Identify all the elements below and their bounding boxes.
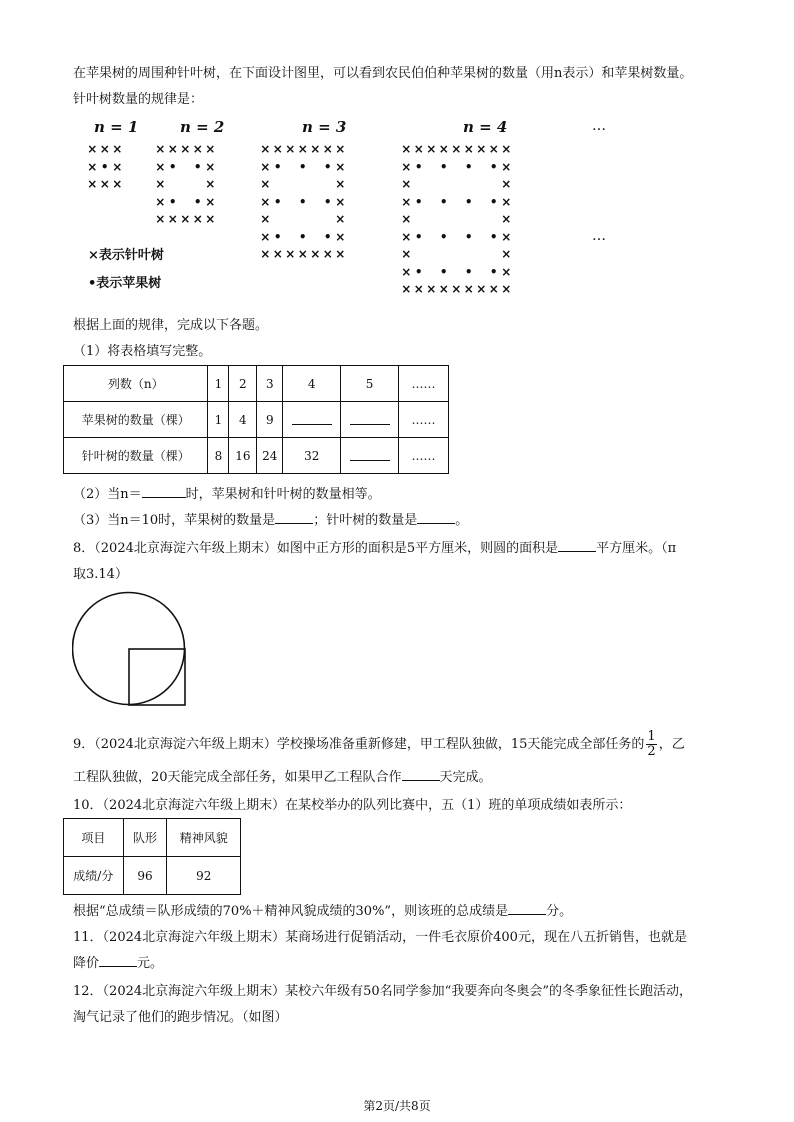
empty-cell: [179, 176, 192, 194]
conifer-mark: ×: [205, 194, 216, 209]
problem-8-blank[interactable]: [558, 538, 596, 552]
empty-cell: [297, 176, 310, 194]
problem-9-line-1: [73, 730, 685, 759]
empty-cell: [475, 194, 488, 212]
empty-cell: [425, 159, 438, 177]
apple-mark: •: [439, 229, 448, 244]
conifer-mark: ×: [87, 177, 98, 191]
table-cell: 1: [208, 366, 229, 402]
pattern-row: [259, 159, 347, 177]
pattern-table: [63, 365, 449, 474]
question-3-blank-conifer[interactable]: [417, 510, 455, 524]
conifer-mark: ×: [297, 247, 308, 261]
question-2-text-b: 时，苹果树和针叶树的数量相等。: [185, 487, 381, 502]
problem-9-blank[interactable]: [402, 767, 440, 781]
apple-mark: •: [193, 159, 202, 174]
apple-mark: •: [414, 229, 423, 244]
apple-mark: •: [298, 194, 307, 209]
conifer-mark: ×: [87, 142, 98, 156]
conifer-mark: ×: [167, 212, 178, 226]
problem-9-text-b: ，乙: [658, 737, 685, 752]
apple-mark: •: [273, 159, 282, 174]
question-3: [73, 509, 468, 528]
intro-line-2: 针叶树数量的规律是：: [73, 92, 204, 107]
conifer-mark: ×: [488, 282, 499, 296]
question-3-blank-apple[interactable]: [275, 510, 313, 524]
empty-cell: [284, 176, 297, 194]
conifer-mark: ×: [112, 177, 123, 191]
table-cell[interactable]: [283, 402, 341, 438]
empty-cell: [272, 176, 285, 194]
conifer-mark: ×: [335, 194, 346, 209]
conifer-mark: ×: [335, 142, 346, 156]
apple-mark: •: [489, 159, 498, 174]
problem-11-text-b: 元。: [137, 956, 164, 971]
problem-12-line-2: 淘气记录了他们的跑步情况。（如图）: [73, 1010, 288, 1025]
empty-cell: [475, 246, 488, 264]
pattern-label-n1: n = 1: [94, 118, 139, 136]
pattern-row: [400, 281, 513, 299]
table-cell: 苹果树的数量（棵）: [64, 402, 208, 438]
conifer-mark: ×: [501, 142, 512, 156]
empty-cell: [309, 229, 322, 247]
conifer-mark: ×: [192, 142, 203, 156]
empty-cell: [284, 211, 297, 229]
table-cell: 5: [341, 366, 399, 402]
pattern-row: [154, 211, 217, 229]
conifer-mark: ×: [335, 212, 346, 226]
conifer-mark: ×: [401, 177, 412, 191]
conifer-mark: ×: [488, 142, 499, 156]
empty-cell: [413, 246, 426, 264]
apple-mark: •: [439, 194, 448, 209]
conifer-mark: ×: [167, 142, 178, 156]
table-blank[interactable]: [350, 411, 390, 425]
pattern-row: [86, 141, 124, 159]
empty-cell: [322, 211, 335, 229]
empty-cell: [450, 229, 463, 247]
empty-cell: [488, 211, 501, 229]
conifer-mark: ×: [413, 282, 424, 296]
apple-mark: •: [298, 159, 307, 174]
empty-cell: [309, 159, 322, 177]
table-row: [64, 857, 241, 895]
problem-10-blank[interactable]: [508, 901, 546, 915]
question-3-text-a: （3）当n＝10时，苹果树的数量是: [73, 513, 276, 528]
empty-cell: [488, 176, 501, 194]
conifer-mark: ×: [155, 142, 166, 156]
conifer-mark: ×: [99, 177, 110, 191]
conifer-mark: ×: [285, 142, 296, 156]
empty-cell: [425, 194, 438, 212]
conifer-mark: ×: [401, 212, 412, 226]
pattern-row: [154, 159, 217, 177]
table-cell: 3: [257, 366, 283, 402]
conifer-mark: ×: [501, 212, 512, 226]
question-2-blank[interactable]: [142, 484, 186, 498]
table-cell: ……: [399, 366, 449, 402]
empty-cell: [425, 246, 438, 264]
empty-cell: [438, 211, 451, 229]
pattern-grid-n3: [259, 141, 347, 264]
conifer-mark: ×: [192, 212, 203, 226]
legend-dot: •表示苹果树: [88, 276, 162, 291]
apple-mark: •: [323, 229, 332, 244]
table-row: [64, 819, 241, 857]
question-intro: 根据上面的规律，完成以下各题。: [73, 318, 269, 333]
conifer-mark: ×: [272, 247, 283, 261]
empty-cell: [450, 264, 463, 282]
pattern-row: [86, 159, 124, 177]
conifer-mark: ×: [180, 212, 191, 226]
empty-cell: [488, 246, 501, 264]
conifer-mark: ×: [310, 247, 321, 261]
apple-mark: •: [414, 159, 423, 174]
question-3-text-c: 。: [455, 513, 469, 528]
empty-cell: [284, 159, 297, 177]
conifer-mark: ×: [401, 142, 412, 156]
conifer-mark: ×: [297, 142, 308, 156]
pattern-row: [400, 141, 513, 159]
conifer-mark: ×: [260, 229, 271, 244]
problem-11-line-1: 11．（2024北京海淀六年级上期末）某商场进行促销活动，一件毛衣原价400元，现在八五折销售，也就是: [73, 930, 687, 945]
conifer-mark: ×: [205, 212, 216, 226]
conifer-mark: ×: [87, 159, 98, 174]
empty-cell: [450, 211, 463, 229]
fraction-numerator: 1: [647, 729, 656, 744]
conifer-mark: ×: [112, 159, 123, 174]
pattern-row: [259, 141, 347, 159]
table-cell: 1: [208, 402, 229, 438]
table-cell: 4: [229, 402, 257, 438]
legend-cross: ×表示针叶树: [88, 248, 164, 263]
problem-11-line-2: [73, 952, 163, 971]
table-cell[interactable]: [341, 438, 399, 474]
pattern-row: [259, 229, 347, 247]
empty-cell: [475, 229, 488, 247]
apple-mark: •: [298, 229, 307, 244]
empty-cell: [450, 159, 463, 177]
pattern-ellipsis-top: …: [592, 118, 606, 134]
conifer-mark: ×: [180, 142, 191, 156]
conifer-mark: ×: [501, 159, 512, 174]
conifer-mark: ×: [401, 194, 412, 209]
conifer-mark: ×: [155, 212, 166, 226]
conifer-mark: ×: [476, 282, 487, 296]
conifer-mark: ×: [476, 142, 487, 156]
table-cell: 2: [229, 366, 257, 402]
problem-9-text-d: 天完成。: [439, 770, 492, 785]
pattern-ellipsis-mid: …: [592, 228, 606, 244]
table-cell: 8: [208, 438, 229, 474]
conifer-mark: ×: [401, 282, 412, 296]
question-2: [73, 483, 381, 502]
conifer-mark: ×: [99, 142, 110, 156]
pattern-grid-n4: [400, 141, 513, 299]
conifer-mark: ×: [335, 177, 346, 191]
empty-cell: [179, 159, 192, 177]
conifer-mark: ×: [501, 264, 512, 279]
empty-cell: [425, 176, 438, 194]
problem-8-text-a: 8．（2024北京海淀六年级上期末）如图中正方形的面积是5平方厘米，则圆的面积是: [73, 541, 559, 556]
conifer-mark: ×: [260, 142, 271, 156]
conifer-mark: ×: [401, 264, 412, 279]
conifer-mark: ×: [426, 282, 437, 296]
apple-mark: •: [489, 194, 498, 209]
table-cell: 16: [229, 438, 257, 474]
problem-9-line-2: [73, 766, 492, 785]
conifer-mark: ×: [260, 212, 271, 226]
table-cell: 96: [123, 857, 167, 895]
conifer-mark: ×: [260, 177, 271, 191]
problem-9-text-c: 工程队独做，20天能完成全部任务，如果甲乙工程队合作: [73, 770, 402, 785]
empty-cell: [297, 211, 310, 229]
conifer-mark: ×: [322, 142, 333, 156]
conifer-mark: ×: [451, 282, 462, 296]
empty-cell: [425, 211, 438, 229]
empty-cell: [475, 176, 488, 194]
table-cell: 24: [257, 438, 283, 474]
empty-cell: [322, 176, 335, 194]
empty-cell: [413, 176, 426, 194]
conifer-mark: ×: [335, 247, 346, 261]
conifer-mark: ×: [438, 282, 449, 296]
page-footer: 第2页/共8页: [363, 1099, 431, 1113]
table-row: [64, 402, 449, 438]
conifer-mark: ×: [260, 194, 271, 209]
table-cell: 成绩/分: [64, 857, 124, 895]
conifer-mark: ×: [401, 159, 412, 174]
problem-8-line-1: [73, 537, 676, 556]
empty-cell: [463, 211, 476, 229]
conifer-mark: ×: [260, 247, 271, 261]
apple-mark: •: [489, 264, 498, 279]
table-cell: 针叶树的数量（棵）: [64, 438, 208, 474]
table-cell: 32: [283, 438, 341, 474]
empty-cell: [425, 229, 438, 247]
circle-square-figure: [72, 590, 192, 710]
conifer-mark: ×: [501, 194, 512, 209]
pattern-grid-n1: [86, 141, 124, 194]
conifer-mark: ×: [335, 229, 346, 244]
empty-cell: [475, 211, 488, 229]
table-cell[interactable]: [341, 402, 399, 438]
apple-mark: •: [273, 194, 282, 209]
pattern-row: [154, 141, 217, 159]
table-row: [64, 438, 449, 474]
problem-10-line-1: 10．（2024北京海淀六年级上期末）在某校举办的队列比赛中，五（1）班的单项成绩如表所示：: [73, 798, 632, 813]
conifer-mark: ×: [155, 159, 166, 174]
problem-12-line-1: 12．（2024北京海淀六年级上期末）某校六年级有50名同学参加“我要奔向冬奥会”的冬季象征性长跑活动，: [73, 984, 692, 999]
conifer-mark: ×: [272, 142, 283, 156]
empty-cell: [475, 264, 488, 282]
empty-cell: [463, 176, 476, 194]
apple-mark: •: [323, 159, 332, 174]
table-cell: ……: [399, 438, 449, 474]
table-cell: 精神风貌: [167, 819, 241, 857]
apple-mark: •: [464, 194, 473, 209]
pattern-row: [259, 246, 347, 264]
conifer-mark: ×: [205, 159, 216, 174]
pattern-label-n3: n = 3: [302, 118, 347, 136]
conifer-mark: ×: [205, 177, 216, 191]
apple-mark: •: [489, 229, 498, 244]
table-blank[interactable]: [292, 411, 332, 425]
conifer-mark: ×: [451, 142, 462, 156]
empty-cell: [309, 194, 322, 212]
table-cell: 9: [257, 402, 283, 438]
apple-mark: •: [464, 264, 473, 279]
table-cell: ……: [399, 402, 449, 438]
empty-cell: [192, 176, 205, 194]
empty-cell: [438, 246, 451, 264]
conifer-mark: ×: [335, 159, 346, 174]
empty-cell: [438, 176, 451, 194]
pattern-row: [154, 176, 217, 194]
empty-cell: [463, 246, 476, 264]
conifer-mark: ×: [426, 142, 437, 156]
conifer-mark: ×: [463, 142, 474, 156]
table-cell: 列数（n）: [64, 366, 208, 402]
problem-8-text-b: 平方厘米。（π: [596, 541, 677, 556]
problem-9-text-a: 9．（2024北京海淀六年级上期末）学校操场准备重新修建，甲工程队独做，15天能完成全部任务的: [73, 737, 645, 752]
table-blank[interactable]: [350, 447, 390, 461]
pattern-row: [259, 194, 347, 212]
score-table: [63, 818, 241, 895]
apple-mark: •: [464, 159, 473, 174]
pattern-label-n2: n = 2: [180, 118, 225, 136]
conifer-mark: ×: [501, 229, 512, 244]
conifer-mark: ×: [463, 282, 474, 296]
empty-cell: [167, 176, 180, 194]
empty-cell: [179, 194, 192, 212]
problem-9-fraction: [646, 730, 656, 759]
empty-cell: [413, 211, 426, 229]
empty-cell: [425, 264, 438, 282]
problem-11-text-a: 降价: [73, 956, 100, 971]
apple-mark: •: [323, 194, 332, 209]
conifer-mark: ×: [205, 142, 216, 156]
question-1: （1）将表格填写完整。: [73, 344, 212, 359]
conifer-mark: ×: [322, 247, 333, 261]
problem-8-line-2: 取3.14）: [73, 567, 128, 582]
pattern-row: [400, 176, 513, 194]
table-row: [64, 366, 449, 402]
table-cell: 队形: [123, 819, 167, 857]
conifer-mark: ×: [501, 247, 512, 261]
empty-cell: [450, 176, 463, 194]
pattern-row: [400, 194, 513, 212]
apple-mark: •: [414, 194, 423, 209]
conifer-mark: ×: [260, 159, 271, 174]
apple-mark: •: [193, 194, 202, 209]
conifer-mark: ×: [438, 142, 449, 156]
apple-mark: •: [273, 229, 282, 244]
pattern-row: [400, 211, 513, 229]
apple-mark: •: [439, 264, 448, 279]
intro-line-1: 在苹果树的周围种针叶树，在下面设计图里，可以看到农民伯伯种苹果树的数量（用n表示）和苹果树数量。: [73, 66, 693, 81]
question-2-text-a: （2）当n＝: [73, 487, 142, 502]
empty-cell: [450, 194, 463, 212]
pattern-grid-n2: [154, 141, 217, 229]
apple-mark: •: [439, 159, 448, 174]
table-cell: 92: [167, 857, 241, 895]
pattern-row: [400, 159, 513, 177]
conifer-mark: ×: [155, 177, 166, 191]
empty-cell: [450, 246, 463, 264]
conifer-mark: ×: [155, 194, 166, 209]
problem-10-text-b: 分。: [546, 904, 573, 919]
conifer-mark: ×: [401, 247, 412, 261]
fraction-denominator: 2: [647, 744, 656, 759]
pattern-row: [259, 176, 347, 194]
conifer-mark: ×: [310, 142, 321, 156]
pattern-row: [86, 176, 124, 194]
pattern-row: [259, 211, 347, 229]
pattern-row: [154, 194, 217, 212]
empty-cell: [284, 194, 297, 212]
problem-11-blank[interactable]: [99, 953, 137, 967]
conifer-mark: ×: [413, 142, 424, 156]
table-cell: 4: [283, 366, 341, 402]
table-cell: 项目: [64, 819, 124, 857]
apple-mark: •: [464, 229, 473, 244]
apple-mark: •: [168, 194, 177, 209]
conifer-mark: ×: [501, 177, 512, 191]
pattern-row: [400, 264, 513, 282]
apple-mark: •: [168, 159, 177, 174]
conifer-mark: ×: [501, 282, 512, 296]
pattern-label-n4: n = 4: [463, 118, 508, 136]
empty-cell: [284, 229, 297, 247]
pattern-row: [400, 246, 513, 264]
empty-cell: [272, 211, 285, 229]
problem-10-line-2: [73, 900, 572, 919]
apple-mark: •: [414, 264, 423, 279]
empty-cell: [309, 211, 322, 229]
question-3-text-b: ；针叶树的数量是: [313, 513, 418, 528]
conifer-mark: ×: [401, 229, 412, 244]
problem-10-text-a: 根据“总成绩＝队形成绩的70%＋精神风貌成绩的30%”，则该班的总成绩是: [73, 904, 509, 919]
pattern-row: [400, 229, 513, 247]
empty-cell: [309, 176, 322, 194]
conifer-mark: ×: [112, 142, 123, 156]
apple-mark: •: [100, 159, 109, 174]
empty-cell: [475, 159, 488, 177]
conifer-mark: ×: [285, 247, 296, 261]
